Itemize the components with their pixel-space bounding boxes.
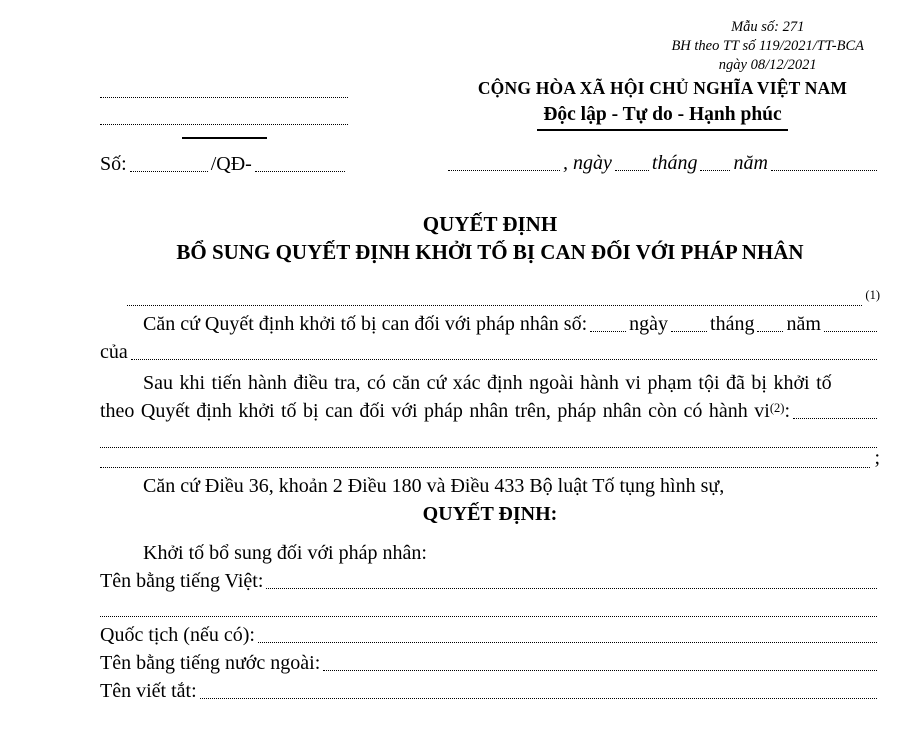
decision-heading: QUYẾT ĐỊNH:	[422, 503, 558, 525]
field-abbreviation-blank	[200, 697, 877, 699]
field-vietnamese-name-row	[100, 565, 880, 593]
basis-decision-row	[100, 308, 880, 336]
field-foreign-name-label: Tên bằng tiếng nước ngoài:	[100, 652, 321, 674]
investigation-text-1: Sau khi tiến hành điều tra, có căn cứ xác định ngoài hành vi phạm tội đã bị khởi tố	[143, 372, 832, 394]
basis-day-label: ngày	[629, 313, 669, 335]
field-nationality-blank	[258, 641, 877, 643]
additional-act-blank-row-2	[100, 447, 880, 470]
field-nationality-row	[100, 619, 880, 647]
legal-basis-text: Căn cứ Điều 36, khoản 2 Điều 180 và Điều 433 Bộ luật Tố tụng hình sự,	[143, 475, 725, 497]
field-vietnamese-name-label: Tên bằng tiếng Việt:	[100, 570, 264, 592]
legal-basis-row	[100, 470, 880, 498]
authority-name-blank-1	[100, 78, 348, 98]
basis-year-blank	[824, 330, 877, 332]
investigation-paragraph-line-1	[100, 367, 880, 395]
national-header-block	[445, 78, 880, 176]
day-blank	[615, 169, 649, 171]
issuer-code-blank	[255, 170, 345, 172]
document-number-row	[100, 153, 348, 176]
field-abbreviation-label: Tên viết tắt:	[100, 680, 197, 702]
basis-month-blank	[757, 330, 783, 332]
additional-act-blank-inline	[793, 417, 877, 419]
basis-year-label: năm	[786, 313, 821, 335]
document-subtitle: BỔ SUNG QUYẾT ĐỊNH KHỞI TỐ BỊ CAN ĐỐI VỚI PHÁP NHÂN	[176, 240, 804, 264]
basis-month-label: tháng	[710, 313, 755, 335]
field-nationality-label: Quốc tịch (nếu có):	[100, 624, 255, 646]
investigation-paragraph-line-2	[100, 395, 880, 423]
document-number-label: Số:	[100, 153, 127, 175]
year-blank	[771, 169, 877, 171]
form-circular: BH theo TT số 119/2021/TT-BCA	[671, 38, 864, 54]
field-abbreviation-row	[100, 675, 880, 703]
field-foreign-name-blank	[323, 669, 877, 671]
additional-act-blank-2	[100, 466, 870, 468]
national-motto: Độc lập - Tự do - Hạnh phúc	[537, 104, 787, 131]
deciding-authority-row	[100, 288, 880, 308]
basis-decision-number-blank	[590, 330, 626, 332]
decision-intro-row	[100, 537, 880, 565]
date-label-thang: tháng	[651, 152, 698, 174]
basis-decision-label: Căn cứ Quyết định khởi tố bị can đối với pháp nhân số:	[143, 313, 588, 335]
document-type-suffix: /QĐ-	[210, 153, 252, 175]
deciding-authority-blank	[127, 304, 862, 306]
authority-name-blank-2	[100, 105, 348, 125]
document-header	[100, 78, 880, 176]
document-title: QUYẾT ĐỊNH	[422, 212, 558, 236]
month-blank	[700, 169, 730, 171]
field-foreign-name-row	[100, 647, 880, 675]
footnote-2-marker: (2)	[769, 400, 785, 415]
document-number-blank	[130, 170, 208, 172]
basis-issuer-row	[100, 336, 880, 364]
document-body	[100, 288, 880, 703]
semicolon-terminator: ;	[874, 447, 880, 469]
form-meta-block	[671, 18, 864, 75]
date-label-ngay: , ngày	[563, 152, 612, 174]
field-vietnamese-name-blank	[266, 587, 877, 589]
additional-act-blank-1	[100, 446, 877, 448]
field-vietnamese-name-overflow-row	[100, 599, 880, 619]
country-name: CỘNG HÒA XÃ HỘI CHỦ NGHĨA VIỆT NAM	[477, 78, 848, 98]
form-circular-date: ngày 08/12/2021	[718, 57, 817, 73]
date-label-nam: năm	[733, 152, 768, 174]
decision-intro-text: Khởi tố bổ sung đối với pháp nhân:	[143, 542, 427, 564]
authority-divider	[182, 137, 267, 139]
field-vietnamese-name-blank-2	[100, 615, 877, 617]
document-title-block	[100, 210, 880, 266]
additional-act-blank-row-1	[100, 430, 880, 450]
basis-issuer-blank	[131, 358, 877, 360]
motto-row	[445, 104, 880, 131]
place-date-row	[445, 152, 880, 175]
colon-after-footnote-2: :	[784, 400, 790, 422]
form-number: Mẫu số: 271	[731, 19, 805, 35]
investigation-text-2: theo Quyết định khởi tố bị can đối với pháp nhân trên, pháp nhân còn có hành vi	[100, 400, 770, 422]
issuing-authority-block	[100, 78, 348, 176]
basis-issuer-label: của	[100, 341, 128, 363]
basis-day-blank	[671, 330, 707, 332]
footnote-1-marker: (1)	[865, 287, 880, 302]
place-blank	[448, 169, 560, 171]
